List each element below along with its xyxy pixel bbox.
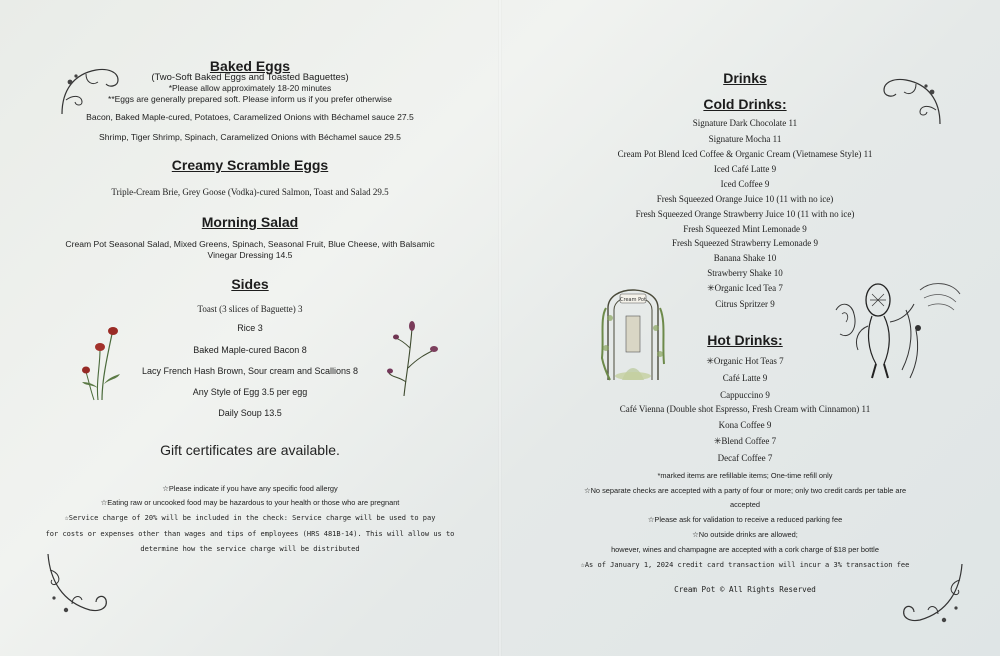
baked-eggs-heading: Baked Eggs: [209, 58, 291, 74]
cold-drinks-heading: Cold Drinks:: [703, 96, 787, 112]
hot-drinks-heading: Hot Drinks:: [707, 332, 783, 348]
baked-eggs-subtitle: (Two-Soft Baked Eggs and Toasted Baguettes): [151, 72, 349, 83]
cold-drink-item: Iced Coffee 9: [720, 179, 770, 189]
scramble-item: Triple-Cream Brie, Grey Goose (Vodka)-cured Salmon, Toast and Salad 29.5: [111, 187, 389, 197]
notice-raw-food: ☆Eating raw or uncooked food may be hazardous to your health or those who are pregnant: [100, 498, 400, 507]
hot-drink-item: Decaf Coffee 7: [717, 453, 773, 463]
notice-service-charge-3: determine how the service charge will be distributed: [140, 545, 360, 553]
notice-service-charge-1: ☆Service charge of 20% will be included in the check: Service charge will be used to pay: [64, 514, 436, 522]
gift-certificates-note: Gift certificates are available.: [160, 442, 340, 458]
cold-drink-item: Fresh Squeezed Mint Lemonade 9: [683, 224, 807, 234]
salad-item-line2: Vinegar Dressing 14.5: [207, 250, 293, 260]
notice-parking: ☆Please ask for validation to receive a reduced parking fee: [647, 515, 843, 524]
hot-drink-item: ✳Organic Hot Teas 7: [706, 356, 784, 366]
cold-drink-item: Signature Dark Chocolate 11: [692, 118, 798, 128]
scramble-heading: Creamy Scramble Eggs: [171, 157, 329, 173]
sides-heading: Sides: [231, 276, 269, 292]
notice-outside-drinks-2: however, wines and champagne are accepted with a cork charge of $18 per bottle: [611, 545, 879, 554]
cold-drink-item: Strawberry Shake 10: [707, 268, 783, 278]
cold-drink-item: Citrus Spritzer 9: [715, 299, 775, 309]
hot-drink-item: ✳Blend Coffee 7: [713, 436, 777, 446]
notice-outside-drinks-1: ☆No outside drinks are allowed;: [692, 530, 798, 539]
cold-drink-item: Cream Pot Blend Iced Coffee & Organic Cream (Vietnamese Style) 11: [617, 149, 873, 159]
hot-drink-item: Café Latte 9: [722, 373, 768, 383]
purple-flower-illustration: [384, 318, 440, 398]
notice-food-allergy: ☆Please indicate if you have any specific food allergy: [162, 484, 338, 493]
cold-drink-item: Fresh Squeezed Orange Juice 10 (11 with no ice): [656, 194, 834, 204]
notice-refill: *marked items are refillable items; One-time refill only: [657, 471, 833, 480]
hot-drink-item: Kona Coffee 9: [718, 420, 772, 430]
cold-drink-item: ✳Organic Iced Tea 7: [707, 283, 783, 293]
sides-item-rice: Rice 3: [237, 323, 263, 333]
drinks-heading: Drinks: [723, 70, 767, 86]
red-flower-illustration: [76, 322, 126, 402]
flourish-bottom-left: [42, 550, 112, 620]
sides-item-toast: Toast (3 slices of Baguette) 3: [197, 304, 303, 314]
salad-heading: Morning Salad: [201, 214, 299, 230]
flourish-bottom-right: [898, 560, 968, 630]
sides-item-hash-brown: Lacy French Hash Brown, Sour cream and Scallions 8: [141, 366, 359, 376]
baked-eggs-note-time: *Please allow approximately 18-20 minutes: [168, 83, 332, 93]
copyright-notice: Cream Pot © All Rights Reserved: [674, 585, 816, 594]
sides-item-soup: Daily Soup 13.5: [218, 408, 282, 418]
notice-separate-checks-1: ☆No separate checks are accepted with a party of four or more; only two credit cards per table are: [583, 486, 907, 495]
hot-drink-item: Cappuccino 9: [720, 390, 770, 400]
cold-drink-item: Signature Mocha 11: [708, 134, 782, 144]
hot-drink-item: Café Vienna (Double shot Espresso, Fresh Cream with Cinnamon) 11: [619, 404, 871, 414]
notice-credit-card-fee: ☆As of January 1, 2024 credit card transaction will incur a 3% transaction fee: [580, 561, 910, 569]
sides-item-egg: Any Style of Egg 3.5 per egg: [192, 387, 308, 397]
salad-item-line1: Cream Pot Seasonal Salad, Mixed Greens, Spinach, Seasonal Fruit, Blue Cheese, with Balsamic: [65, 239, 435, 249]
cold-drink-item: Fresh Squeezed Orange Strawberry Juice 10 (11 with no ice): [635, 209, 855, 219]
menu-right-page: [500, 0, 1000, 656]
baked-eggs-item-bacon: Bacon, Baked Maple-cured, Potatoes, Caramelized Onions with Béchamel sauce 27.5: [86, 112, 414, 122]
arch-sign-text: Cream Pot: [620, 297, 646, 303]
cold-drink-item: Iced Café Latte 9: [713, 164, 777, 174]
cold-drink-item: Banana Shake 10: [713, 253, 777, 263]
baked-eggs-item-shrimp: Shrimp, Tiger Shrimp, Spinach, Caramelized Onions with Béchamel sauce 29.5: [99, 132, 401, 142]
sides-item-bacon: Baked Maple-cured Bacon 8: [193, 345, 307, 355]
baked-eggs-note-soft: **Eggs are generally prepared soft. Please inform us if you prefer otherwise: [108, 94, 392, 104]
notice-separate-checks-2: accepted: [730, 500, 760, 509]
notice-service-charge-2: for costs or expenses other than wages and tips of employees (HRS 481B-14). This will allow us to: [45, 530, 455, 538]
cold-drink-item: Fresh Squeezed Strawberry Lemonade 9: [672, 238, 818, 248]
